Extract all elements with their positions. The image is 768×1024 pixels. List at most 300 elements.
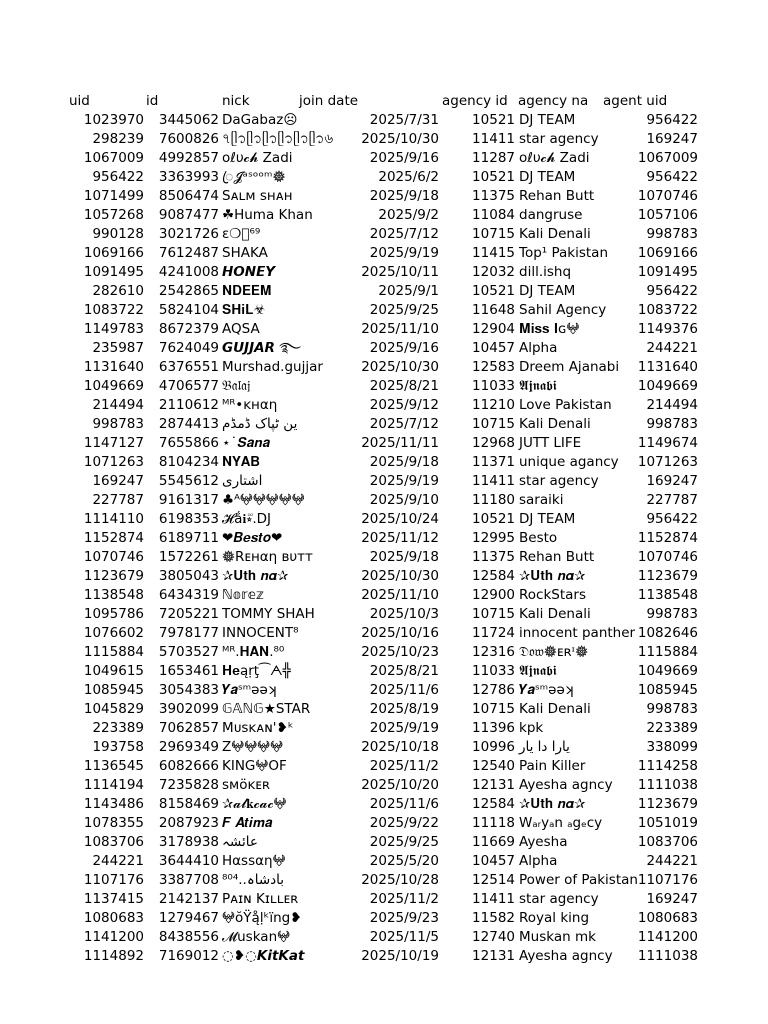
cell-agent-uid[interactable]: 227787 <box>646 492 698 508</box>
cell-uid[interactable]: 1107176 <box>83 872 144 888</box>
cell-uid[interactable]: 1141200 <box>83 929 144 945</box>
cell-agent-uid[interactable]: 1080683 <box>637 910 698 926</box>
cell-join-date[interactable]: 2025/11/5 <box>369 929 439 945</box>
cell-nick[interactable]: Sᴀʟᴍ sʜᴀʜ <box>222 188 293 204</box>
cell-nick[interactable]: 𝐍𝐘𝐀𝐁 <box>222 454 260 470</box>
cell-agency-name[interactable]: Rehan Butt <box>519 188 595 204</box>
cell-agency-name[interactable]: 𝕬𝖏𝖓𝖆𝖇𝖎 <box>519 663 557 679</box>
cell-join-date[interactable]: 2025/9/18 <box>369 549 439 565</box>
cell-nick[interactable]: 𝙂𝙐𝙅𝙅𝘼𝙍 ࿐ <box>222 340 302 356</box>
cell-join-date[interactable]: 2025/11/11 <box>361 435 439 451</box>
cell-join-date[interactable]: 2025/10/24 <box>361 511 439 527</box>
cell-agency-id[interactable]: 10715 <box>472 701 515 717</box>
header-id[interactable]: id <box>146 93 159 109</box>
cell-nick[interactable]: ᴹᴿ•ᴋнαη <box>222 397 278 413</box>
cell-nick[interactable]: ℕ𝕠𝕣𝕖𝕫 <box>222 587 264 603</box>
cell-join-date[interactable]: 2025/9/25 <box>369 302 439 318</box>
cell-agency-name[interactable]: JUTT LIFE <box>519 435 582 451</box>
cell-id[interactable]: 8158469 <box>158 796 219 812</box>
cell-agency-id[interactable]: 10715 <box>472 606 515 622</box>
cell-join-date[interactable]: 2025/9/16 <box>369 340 439 356</box>
header-uid[interactable]: uid <box>69 93 90 109</box>
cell-join-date[interactable]: 2025/11/6 <box>369 796 439 812</box>
cell-agent-uid[interactable]: 1152874 <box>637 530 698 546</box>
cell-uid[interactable]: 1067009 <box>83 150 144 166</box>
cell-join-date[interactable]: 2025/10/30 <box>361 131 439 147</box>
cell-id[interactable]: 3445062 <box>158 112 219 128</box>
cell-join-date[interactable]: 2025/8/19 <box>369 701 439 717</box>
cell-id[interactable]: 7169012 <box>158 948 219 964</box>
cell-id[interactable]: 7655866 <box>158 435 219 451</box>
cell-agency-id[interactable]: 12968 <box>472 435 515 451</box>
cell-agent-uid[interactable]: 1111038 <box>637 948 698 964</box>
cell-nick[interactable]: Pᴀɪɴ Kɪʟʟᴇʀ <box>222 891 299 907</box>
cell-id[interactable]: 1572261 <box>158 549 219 565</box>
cell-agency-id[interactable]: 10521 <box>472 283 515 299</box>
cell-agency-id[interactable]: 10457 <box>472 340 515 356</box>
cell-id[interactable]: 8438556 <box>158 929 219 945</box>
cell-uid[interactable]: 227787 <box>92 492 144 508</box>
cell-agent-uid[interactable]: 1131640 <box>637 359 698 375</box>
cell-id[interactable]: 2110612 <box>158 397 219 413</box>
cell-agent-uid[interactable]: 169247 <box>646 131 698 147</box>
cell-uid[interactable]: 235987 <box>92 340 144 356</box>
cell-join-date[interactable]: 2025/9/2 <box>378 207 439 223</box>
cell-uid[interactable]: 1115884 <box>83 644 144 660</box>
cell-nick[interactable]: 𝐇𝐞ąṛţ⁀ᗅ╬ <box>222 663 291 679</box>
cell-id[interactable]: 8104234 <box>158 454 219 470</box>
cell-uid[interactable]: 1069166 <box>83 245 144 261</box>
cell-agency-name[interactable]: Alpha <box>519 853 558 869</box>
cell-agency-id[interactable]: 11287 <box>472 150 515 166</box>
cell-agent-uid[interactable]: 1057106 <box>637 207 698 223</box>
cell-agency-id[interactable]: 11669 <box>472 834 515 850</box>
cell-uid[interactable]: 1143486 <box>83 796 144 812</box>
cell-uid[interactable]: 298239 <box>92 131 144 147</box>
cell-uid[interactable]: 1085945 <box>83 682 144 698</box>
cell-agency-name[interactable]: ᴏℓυ𝓬𝓱 Zadi <box>519 150 590 166</box>
cell-agency-name[interactable]: ✰𝐔𝐭𝐡 𝒏𝜶✰ <box>519 796 586 812</box>
cell-nick[interactable]: Z𖤍𖤍𖤍𖤍 <box>222 739 284 755</box>
cell-nick[interactable]: 𝒀𝒂ˢᵐəəʞ <box>222 682 277 698</box>
cell-id[interactable]: 3644410 <box>158 853 219 869</box>
cell-agency-id[interactable]: 10996 <box>472 739 515 755</box>
cell-id[interactable]: 6198353 <box>158 511 219 527</box>
cell-join-date[interactable]: 2025/10/11 <box>361 264 439 280</box>
cell-agency-name[interactable]: یارا دا یار <box>519 739 570 755</box>
cell-nick[interactable]: 𝐍𝐃𝐄𝐄𝐌 <box>222 283 272 299</box>
cell-agent-uid[interactable]: 956422 <box>646 169 698 185</box>
cell-id[interactable]: 4241008 <box>158 264 219 280</box>
cell-agency-id[interactable]: 11582 <box>472 910 515 926</box>
cell-agency-id[interactable]: 11375 <box>472 549 515 565</box>
cell-id[interactable]: 3363993 <box>158 169 219 185</box>
cell-agent-uid[interactable]: 1123679 <box>637 796 698 812</box>
cell-agency-id[interactable]: 11084 <box>472 207 515 223</box>
cell-join-date[interactable]: 2025/10/3 <box>369 606 439 622</box>
cell-agency-id[interactable]: 11396 <box>472 720 515 736</box>
cell-agency-id[interactable]: 10457 <box>472 853 515 869</box>
cell-id[interactable]: 4706577 <box>158 378 219 394</box>
cell-join-date[interactable]: 2025/9/19 <box>369 245 439 261</box>
cell-agent-uid[interactable]: 1070746 <box>637 188 698 204</box>
cell-nick[interactable]: 𝔅𝔞𝔩𝔞𝔧 <box>222 378 251 394</box>
cell-agency-id[interactable]: 12032 <box>472 264 515 280</box>
cell-agency-id[interactable]: 11411 <box>472 891 515 907</box>
cell-id[interactable]: 3902099 <box>158 701 219 717</box>
cell-id[interactable]: 6082666 <box>158 758 219 774</box>
cell-agency-id[interactable]: 10521 <box>472 112 515 128</box>
cell-agent-uid[interactable]: 223389 <box>646 720 698 736</box>
cell-agent-uid[interactable]: 244221 <box>646 340 698 356</box>
cell-agency-id[interactable]: 12584 <box>472 796 515 812</box>
cell-uid[interactable]: 1114892 <box>83 948 144 964</box>
cell-agency-name[interactable]: star agency <box>519 131 599 147</box>
cell-join-date[interactable]: 2025/9/18 <box>369 454 439 470</box>
cell-agency-name[interactable]: star agency <box>519 891 599 907</box>
cell-agency-name[interactable]: DJ TEAM <box>519 511 576 527</box>
cell-id[interactable]: 3387708 <box>158 872 219 888</box>
cell-agency-name[interactable]: dill.ishq <box>519 264 572 280</box>
cell-nick[interactable]: ◌❥◌𝙆𝙞𝙩𝙆𝙖𝙩 <box>222 948 305 964</box>
cell-agency-name[interactable]: Kali Denali <box>519 416 591 432</box>
cell-id[interactable]: 7205221 <box>158 606 219 622</box>
cell-join-date[interactable]: 2025/9/1 <box>378 283 439 299</box>
cell-agency-name[interactable]: DJ TEAM <box>519 112 576 128</box>
cell-agency-id[interactable]: 12316 <box>472 644 515 660</box>
cell-agent-uid[interactable]: 1082646 <box>637 625 698 641</box>
cell-join-date[interactable]: 2025/6/2 <box>378 169 439 185</box>
cell-agency-name[interactable]: Wₐᵣyₐn ₐgₑcy <box>519 815 603 831</box>
cell-uid[interactable]: 1083722 <box>83 302 144 318</box>
cell-agency-name[interactable]: Ayesha agncy <box>519 777 613 793</box>
cell-agency-name[interactable]: DJ TEAM <box>519 169 576 185</box>
cell-agency-name[interactable]: 𝐌𝐢𝐬𝐬 𝐈ɢ𖤍 <box>519 321 580 337</box>
cell-agent-uid[interactable]: 1069166 <box>637 245 698 261</box>
header-nick[interactable]: nick <box>222 93 250 109</box>
cell-agent-uid[interactable]: 214494 <box>646 397 698 413</box>
cell-id[interactable]: 1653461 <box>158 663 219 679</box>
cell-agency-id[interactable]: 11033 <box>472 378 515 394</box>
cell-nick[interactable]: TOMMY SHAH <box>222 606 315 622</box>
cell-join-date[interactable]: 2025/9/16 <box>369 150 439 166</box>
cell-agent-uid[interactable]: 1123679 <box>637 568 698 584</box>
cell-uid[interactable]: 244221 <box>92 853 144 869</box>
cell-nick[interactable]: ᴏℓυ𝓬𝓱 Zadi <box>222 150 293 166</box>
cell-join-date[interactable]: 2025/9/19 <box>369 473 439 489</box>
cell-agent-uid[interactable]: 1067009 <box>637 150 698 166</box>
cell-id[interactable]: 5824104 <box>158 302 219 318</box>
cell-nick[interactable]: بادشاہ..⁸⁰⁴ <box>222 872 285 888</box>
cell-agency-id[interactable]: 12514 <box>472 872 515 888</box>
cell-agency-id[interactable]: 12584 <box>472 568 515 584</box>
cell-uid[interactable]: 193758 <box>92 739 144 755</box>
cell-nick[interactable]: ꦿ𝓙ᵃˢᵒᵒᵐ𖣔 <box>222 169 286 185</box>
cell-agent-uid[interactable]: 1091495 <box>637 264 698 280</box>
cell-agency-name[interactable]: Ayesha agncy <box>519 948 613 964</box>
cell-agency-id[interactable]: 12786 <box>472 682 515 698</box>
cell-agency-name[interactable]: 𝔇𝔬𝔴𖣔ᴇʀᶦ𖣔 <box>519 644 589 660</box>
cell-nick[interactable]: KING𖤍OF <box>222 758 287 774</box>
cell-id[interactable]: 7624049 <box>158 340 219 356</box>
cell-agent-uid[interactable]: 998783 <box>646 226 698 242</box>
cell-nick[interactable]: sᴍᴏ̈ᴋᴇʀ <box>222 777 271 793</box>
cell-uid[interactable]: 1071263 <box>83 454 144 470</box>
cell-join-date[interactable]: 2025/8/21 <box>369 378 439 394</box>
cell-agent-uid[interactable]: 1111038 <box>637 777 698 793</box>
cell-agency-id[interactable]: 11375 <box>472 188 515 204</box>
cell-id[interactable]: 7978177 <box>158 625 219 641</box>
cell-nick[interactable]: ✰𝓪𝓵𝐤𝓬𝓪𝓬𖤍 <box>222 796 287 812</box>
cell-agent-uid[interactable]: 998783 <box>646 416 698 432</box>
cell-uid[interactable]: 990128 <box>92 226 144 242</box>
cell-agent-uid[interactable]: 1085945 <box>637 682 698 698</box>
cell-agency-name[interactable]: unique agancy <box>519 454 619 470</box>
cell-join-date[interactable]: 2025/11/2 <box>369 758 439 774</box>
cell-nick[interactable]: Hαssαη𖤍 <box>222 853 286 869</box>
cell-agency-id[interactable]: 12540 <box>472 758 515 774</box>
cell-agent-uid[interactable]: 1049669 <box>637 663 698 679</box>
cell-agency-name[interactable]: RockStars <box>519 587 586 603</box>
cell-agent-uid[interactable]: 244221 <box>646 853 698 869</box>
cell-uid[interactable]: 1131640 <box>83 359 144 375</box>
cell-agent-uid[interactable]: 1138548 <box>637 587 698 603</box>
cell-uid[interactable]: 1023970 <box>83 112 144 128</box>
cell-agency-name[interactable]: Kali Denali <box>519 226 591 242</box>
cell-agency-id[interactable]: 11180 <box>472 492 515 508</box>
cell-agency-id[interactable]: 12131 <box>472 948 515 964</box>
header-join-date[interactable]: join date <box>299 93 359 109</box>
cell-join-date[interactable]: 2025/11/10 <box>361 587 439 603</box>
cell-uid[interactable]: 1076602 <box>83 625 144 641</box>
cell-nick[interactable]: ɛ❍ᷜ⁶⁹ <box>222 226 261 242</box>
cell-uid[interactable]: 1114194 <box>83 777 144 793</box>
cell-agent-uid[interactable]: 998783 <box>646 606 698 622</box>
cell-id[interactable]: 4992857 <box>158 150 219 166</box>
cell-agency-id[interactable]: 10521 <box>472 511 515 527</box>
cell-agency-name[interactable]: Pain Killer <box>519 758 586 774</box>
cell-nick[interactable]: Murshad.gujjar <box>222 359 323 375</box>
cell-agency-name[interactable]: Power of Pakistan <box>519 872 638 888</box>
cell-nick[interactable]: 𖤍ŏŸą̊ḷᵏïng❥ <box>222 910 302 926</box>
cell-uid[interactable]: 1136545 <box>83 758 144 774</box>
cell-uid[interactable]: 1083706 <box>83 834 144 850</box>
cell-join-date[interactable]: 2025/10/30 <box>361 359 439 375</box>
cell-id[interactable]: 2142137 <box>158 891 219 907</box>
cell-join-date[interactable]: 2025/9/23 <box>369 910 439 926</box>
cell-agency-name[interactable]: saraiki <box>519 492 564 508</box>
cell-uid[interactable]: 1091495 <box>83 264 144 280</box>
cell-join-date[interactable]: 2025/10/30 <box>361 568 439 584</box>
cell-join-date[interactable]: 2025/8/21 <box>369 663 439 679</box>
cell-agency-name[interactable]: Sahil Agency <box>519 302 607 318</box>
cell-nick[interactable]: عائشہ <box>222 834 258 850</box>
cell-uid[interactable]: 214494 <box>92 397 144 413</box>
cell-join-date[interactable]: 2025/11/12 <box>361 530 439 546</box>
cell-nick[interactable]: INNOCENT⁸ <box>222 625 299 641</box>
cell-uid[interactable]: 282610 <box>92 283 144 299</box>
cell-uid[interactable]: 1149783 <box>83 321 144 337</box>
cell-nick[interactable]: 𝔾𝔸ℕ𝔾★STAR <box>222 701 311 717</box>
cell-agent-uid[interactable]: 1071263 <box>637 454 698 470</box>
cell-nick[interactable]: 𝓜uskan𖤍 <box>222 929 291 945</box>
cell-agency-id[interactable]: 11371 <box>472 454 515 470</box>
cell-agent-uid[interactable]: 1141200 <box>637 929 698 945</box>
cell-agent-uid[interactable]: 1051019 <box>637 815 698 831</box>
cell-agency-name[interactable]: dangruse <box>519 207 583 223</box>
cell-agency-id[interactable]: 11415 <box>472 245 515 261</box>
cell-nick[interactable]: 𖣔Rᴇнαη ʙυтт <box>222 549 313 565</box>
cell-nick[interactable]: ❤𝑩𝒆𝒔𝒕𝒐❤ <box>222 530 283 546</box>
cell-agency-name[interactable]: Kali Denali <box>519 606 591 622</box>
cell-agency-name[interactable]: Dreem Ajanabi <box>519 359 620 375</box>
cell-id[interactable]: 2969349 <box>158 739 219 755</box>
cell-agency-name[interactable]: Muskan mk <box>519 929 596 945</box>
cell-id[interactable]: 7612487 <box>158 245 219 261</box>
cell-nick[interactable]: ⋆˙𝑺𝒂𝒏𝒂 <box>222 435 270 451</box>
cell-agency-name[interactable]: ✰𝐔𝐭𝐡 𝒏𝜶✰ <box>519 568 586 584</box>
cell-join-date[interactable]: 2025/11/2 <box>369 891 439 907</box>
cell-join-date[interactable]: 2025/7/31 <box>369 112 439 128</box>
cell-agency-name[interactable]: Top¹ Pakistan <box>519 245 609 261</box>
cell-agent-uid[interactable]: 1070746 <box>637 549 698 565</box>
cell-nick[interactable]: 𝓗ắ𝐢⭒᪲.DJ <box>222 511 272 527</box>
cell-id[interactable]: 7235828 <box>158 777 219 793</box>
cell-uid[interactable]: 1057268 <box>83 207 144 223</box>
cell-agent-uid[interactable]: 1115884 <box>637 644 698 660</box>
header-agent-uid[interactable]: agent uid <box>603 93 668 109</box>
cell-agency-id[interactable]: 11411 <box>472 131 515 147</box>
cell-agent-uid[interactable]: 956422 <box>646 283 698 299</box>
cell-id[interactable]: 2542865 <box>158 283 219 299</box>
cell-agent-uid[interactable]: 169247 <box>646 891 698 907</box>
cell-uid[interactable]: 1049615 <box>83 663 144 679</box>
cell-agency-name[interactable]: 𝒀𝒂ˢᵐəəʞ <box>519 682 574 698</box>
cell-agency-name[interactable]: Love Pakistan <box>519 397 612 413</box>
cell-nick[interactable]: Mᴜsᴋᴀɴ'❥ᵏ <box>222 720 294 736</box>
cell-agency-id[interactable]: 11648 <box>472 302 515 318</box>
cell-join-date[interactable]: 2025/7/12 <box>369 416 439 432</box>
cell-id[interactable]: 8672379 <box>158 321 219 337</box>
cell-uid[interactable]: 1045829 <box>83 701 144 717</box>
cell-join-date[interactable]: 2025/10/19 <box>361 948 439 964</box>
cell-join-date[interactable]: 2025/10/23 <box>361 644 439 660</box>
cell-uid[interactable]: 1078355 <box>83 815 144 831</box>
cell-agency-id[interactable]: 10715 <box>472 226 515 242</box>
cell-uid[interactable]: 1152874 <box>83 530 144 546</box>
cell-nick[interactable]: ✰𝐔𝐭𝐡 𝒏𝜶✰ <box>222 568 289 584</box>
cell-agent-uid[interactable]: 956422 <box>646 511 698 527</box>
cell-nick[interactable]: SHAKA <box>222 245 268 261</box>
cell-id[interactable]: 9161317 <box>158 492 219 508</box>
cell-uid[interactable]: 223389 <box>92 720 144 736</box>
cell-nick[interactable]: AQSA <box>222 321 260 337</box>
cell-id[interactable]: 3054383 <box>158 682 219 698</box>
cell-id[interactable]: 6189711 <box>158 530 219 546</box>
cell-join-date[interactable]: 2025/10/16 <box>361 625 439 641</box>
cell-agency-id[interactable]: 12740 <box>472 929 515 945</box>
cell-nick[interactable]: ᴹᴿ.𝐇𝐀𝐍.⁸⁰ <box>222 644 285 660</box>
cell-agency-id[interactable]: 12995 <box>472 530 515 546</box>
cell-id[interactable]: 3805043 <box>158 568 219 584</box>
cell-agency-name[interactable]: Alpha <box>519 340 558 356</box>
cell-agency-id[interactable]: 10521 <box>472 169 515 185</box>
cell-agency-name[interactable]: Kali Denali <box>519 701 591 717</box>
cell-agent-uid[interactable]: 1049669 <box>637 378 698 394</box>
header-agency-id[interactable]: agency id <box>442 93 508 109</box>
cell-agency-id[interactable]: 11033 <box>472 663 515 679</box>
cell-agency-id[interactable]: 11118 <box>472 815 515 831</box>
cell-id[interactable]: 1279467 <box>158 910 219 926</box>
cell-agent-uid[interactable]: 1107176 <box>637 872 698 888</box>
cell-uid[interactable]: 998783 <box>92 416 144 432</box>
cell-uid[interactable]: 1080683 <box>83 910 144 926</box>
cell-agency-name[interactable]: Royal king <box>519 910 590 926</box>
cell-id[interactable]: 6434319 <box>158 587 219 603</box>
cell-uid[interactable]: 1049669 <box>83 378 144 394</box>
cell-agency-id[interactable]: 12900 <box>472 587 515 603</box>
cell-join-date[interactable]: 2025/9/22 <box>369 815 439 831</box>
cell-join-date[interactable]: 2025/9/10 <box>369 492 439 508</box>
cell-uid[interactable]: 956422 <box>92 169 144 185</box>
cell-agency-id[interactable]: 12904 <box>472 321 515 337</box>
cell-agency-name[interactable]: Besto <box>519 530 558 546</box>
cell-uid[interactable]: 1138548 <box>83 587 144 603</box>
cell-uid[interactable]: 1114110 <box>83 511 144 527</box>
cell-id[interactable]: 5545612 <box>158 473 219 489</box>
cell-agent-uid[interactable]: 998783 <box>646 701 698 717</box>
cell-agent-uid[interactable]: 1083722 <box>637 302 698 318</box>
cell-nick[interactable]: اشتاری <box>222 473 263 489</box>
header-agency-name[interactable]: agency na <box>518 93 589 109</box>
cell-id[interactable]: 7062857 <box>158 720 219 736</box>
cell-nick[interactable]: DaGabaz☹ <box>222 112 298 128</box>
cell-id[interactable]: 6376551 <box>158 359 219 375</box>
cell-join-date[interactable]: 2025/10/20 <box>361 777 439 793</box>
cell-id[interactable]: 2874413 <box>158 416 219 432</box>
cell-agent-uid[interactable]: 1114258 <box>637 758 698 774</box>
cell-agency-name[interactable]: DJ TEAM <box>519 283 576 299</box>
cell-id[interactable]: 8506474 <box>158 188 219 204</box>
cell-join-date[interactable]: 2025/5/20 <box>369 853 439 869</box>
cell-agent-uid[interactable]: 1149376 <box>637 321 698 337</box>
cell-nick[interactable]: 𝐒𝐇𝐢𝐋☣ <box>222 302 266 318</box>
cell-id[interactable]: 2087923 <box>158 815 219 831</box>
cell-agency-name[interactable]: Ayesha <box>519 834 568 850</box>
cell-join-date[interactable]: 2025/9/18 <box>369 188 439 204</box>
cell-nick[interactable]: ♣ᴬ𖤍𖤍𖤍𖤍𖤍 <box>222 492 305 508</box>
cell-agent-uid[interactable]: 338099 <box>646 739 698 755</box>
cell-id[interactable]: 7600826 <box>158 131 219 147</box>
cell-agency-name[interactable]: kpk <box>519 720 544 736</box>
cell-agency-name[interactable]: 𝕬𝖏𝖓𝖆𝖇𝖎 <box>519 378 557 394</box>
cell-agent-uid[interactable]: 1149674 <box>637 435 698 451</box>
cell-agency-name[interactable]: star agency <box>519 473 599 489</box>
cell-join-date[interactable]: 2025/9/12 <box>369 397 439 413</box>
cell-uid[interactable]: 1071499 <box>83 188 144 204</box>
cell-nick[interactable]: ☘Huma Khan <box>222 207 313 223</box>
cell-id[interactable]: 5703527 <box>158 644 219 660</box>
cell-agency-id[interactable]: 11210 <box>472 397 515 413</box>
cell-uid[interactable]: 1137415 <box>83 891 144 907</box>
cell-agency-name[interactable]: Rehan Butt <box>519 549 595 565</box>
cell-nick[interactable]: 𝙃𝙊𝙉𝙀𝙔 <box>222 264 276 280</box>
cell-agency-id[interactable]: 12131 <box>472 777 515 793</box>
cell-uid[interactable]: 1123679 <box>83 568 144 584</box>
cell-agency-id[interactable]: 10715 <box>472 416 515 432</box>
cell-uid[interactable]: 1147127 <box>83 435 144 451</box>
cell-agency-name[interactable]: innocent panther <box>519 625 636 641</box>
